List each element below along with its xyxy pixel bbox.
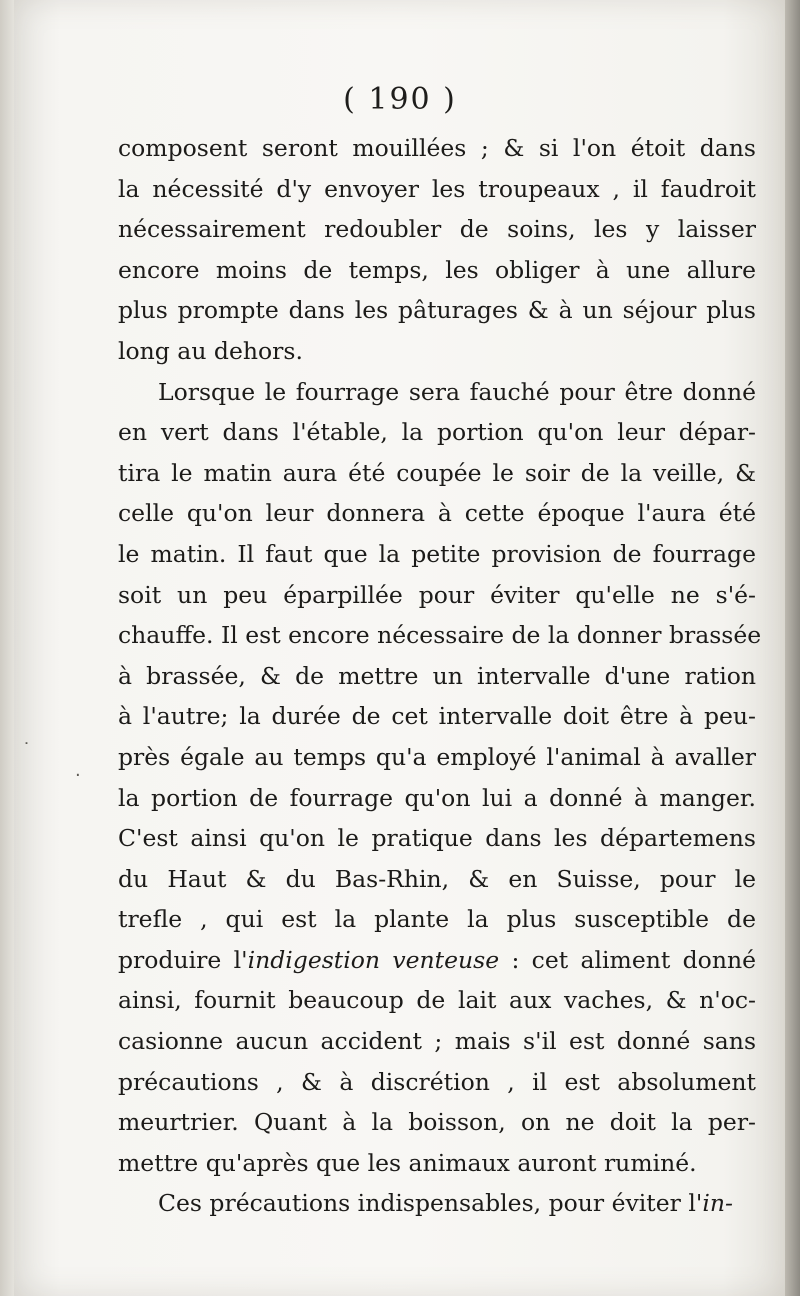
text-line-9: tira le matin aura été coupée le soir de la veille, &	[118, 458, 756, 487]
text-line-26: mettre qu'après que les animaux auront ruminé.	[118, 1148, 697, 1177]
text-line-18: C'est ainsi qu'on le pratique dans les départemens	[118, 824, 756, 853]
text-line-16: près égale au temps qu'a employé l'animal à avaller	[118, 742, 756, 771]
text-line-5: plus prompte dans les pâturages & à un séjour plus	[118, 296, 756, 325]
text-line-25: meurtrier. Quant à la boisson, on ne doit la per-	[118, 1108, 756, 1137]
text-line-17: la portion de fourrage qu'on lui a donné à manger.	[118, 783, 756, 812]
text-line-4: encore moins de temps, les obliger à une allure	[118, 255, 756, 284]
text-line-12: soit un peu éparpillée pour éviter qu'elle ne s'é-	[118, 580, 756, 609]
text-line-20: trefle , qui est la plante la plus susceptible de	[118, 905, 756, 934]
text-line-11: le matin. Il faut que la petite provision de fourrage	[118, 539, 756, 568]
page-number: ( 190 )	[343, 82, 457, 117]
text-line-27-italic: in-	[702, 1189, 733, 1218]
text-line-3: nécessairement redoubler de soins, les y laisser	[118, 215, 756, 244]
margin-mark: ·	[75, 765, 81, 786]
text-line-21-italic: indigestion venteuse	[247, 945, 500, 974]
page-gutter-left	[0, 0, 14, 1296]
text-line-2: la nécessité d'y envoyer les troupeaux , il faudroit	[118, 174, 756, 203]
text-line-6: long au dehors.	[118, 336, 303, 365]
text-line-8: en vert dans l'étable, la portion qu'on leur dépar-	[118, 418, 756, 447]
text-line-21	[118, 940, 756, 981]
text-line-7: Lorsque le fourrage sera fauché pour être donné	[158, 377, 756, 406]
margin-mark: ˙	[22, 740, 31, 761]
text-line-19: du Haut & du Bas-Rhin, & en Suisse, pour le	[118, 864, 756, 893]
text-line-22: ainsi, fournit beaucoup de lait aux vaches, & n'oc-	[118, 986, 756, 1015]
text-line-21-after: : cet aliment donné	[499, 945, 756, 974]
text-line-13: chauffe. Il est encore nécessaire de la donner brassée	[118, 621, 762, 650]
text-line-24: précautions , & à discrétion , il est absolument	[118, 1067, 756, 1096]
text-line-15: à l'autre; la durée de cet intervalle doit être à peu-	[118, 702, 756, 731]
text-line-21-before: produire l'	[118, 945, 248, 974]
body-text	[118, 128, 762, 1224]
text-line-1: composent seront mouillées ; & si l'on étoit dans	[118, 134, 756, 162]
text-line-27	[118, 1183, 756, 1224]
text-line-27-before: Ces précautions indispensables, pour éviter l'	[158, 1189, 703, 1218]
text-line-23: casionne aucun accident ; mais s'il est donné sans	[118, 1027, 756, 1056]
text-line-10: celle qu'on leur donnera à cette époque l'aura été	[118, 499, 756, 528]
text-line-14: à brassée, & de mettre un intervalle d'une ration	[118, 661, 756, 690]
page-edge-right	[785, 0, 800, 1296]
